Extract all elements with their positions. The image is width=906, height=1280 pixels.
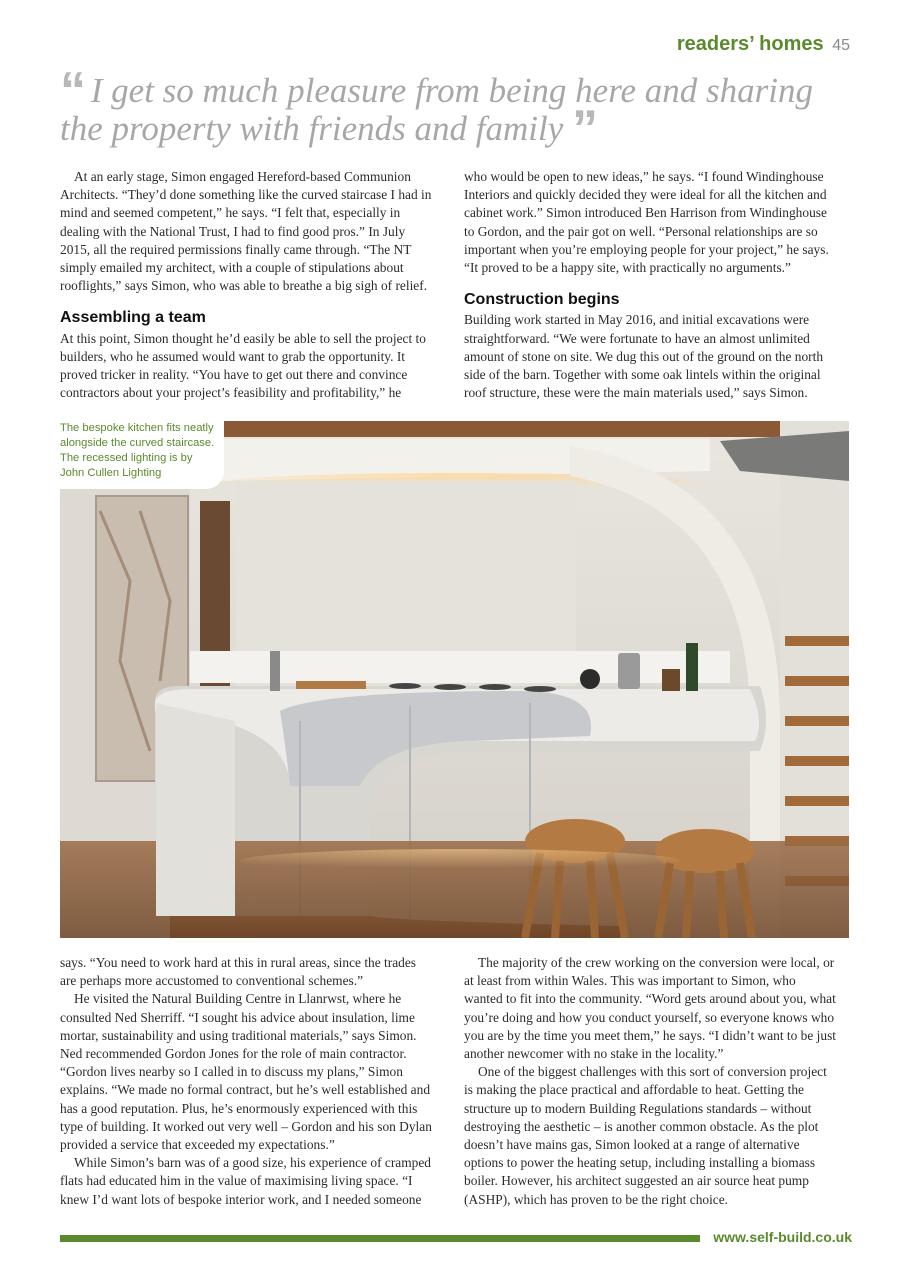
column-bottom-left: [60, 954, 433, 1209]
caption-line: John Cullen Lighting: [60, 467, 162, 479]
body-paragraph: says. “You need to work hard at this in rural areas, since the trades are perhaps more accustomed to conventional schemes.”: [60, 955, 416, 989]
pull-quote: [60, 62, 850, 158]
body-paragraph: He visited the Natural Building Centre in Llanrwst, where he consulted Ned Sherriff. “I sought his advice about insulation, lime mortar, sustainability and using traditional materials,” says Simon. Ned recommended Gordon Jones for the role of main contractor. “Gordon lives nearby so I called in to discuss my plans,” Simon explains. “We made no formal contract, but he’s well established and has a good reputation. Plus, he’s enormously experienced with this type of building. It worked out very well – Gordon and his son Dylan provided a service that exceeded my expectations.”: [60, 991, 432, 1153]
body-paragraph: While Simon’s barn was of a good size, his experience of cramped flats had educated him in the value of maximising living space. “I knew I’d want lots of bespoke interior work, and I needed someone: [60, 1155, 431, 1207]
caption-line: The bespoke kitchen fits neatly: [60, 422, 214, 434]
caption-line: alongside the curved staircase.: [60, 437, 215, 449]
body-paragraph: At an early stage, Simon engaged Hereford-based Communion Architects. “They’d done something like the curved staircase I had in mind and seemed competent,” he says. “I felt that, especially in dealing with the National Trust, I had to find good pros.” In July 2015, all the required permissions finally came through. “The NT simply emailed my architect, with a couple of stipulations about rooflights,” says Simon, who was able to breathe a big sigh of relief.: [60, 169, 432, 294]
page-number: 45: [832, 37, 850, 54]
caption-line: The recessed lighting is by: [60, 452, 193, 464]
body-paragraph: At this point, Simon thought he’d easily be able to sell the project to builders, who he assumed would want to grab the opportunity. It proved tricker in reality. “You have to get out there and convince contractors about your project’s feasibility and profitability,” he: [60, 330, 426, 401]
photo-caption: [60, 421, 224, 489]
column-top-right: [464, 168, 837, 402]
body-paragraph: who would be open to new ideas,” he says. “I found Windinghouse Interiors and quickly decided they were ideal for all the kitchen and cabinet work.” Simon introduced Ben Harrison from Windinghouse to Gordon, and the pair got on well. “Personal relationships are so important when you’re employing people for your project,” he says. “It proved to be a happy site, with practically no arguments.”: [464, 169, 829, 276]
section-title: readers’ homes: [676, 33, 824, 55]
open-quote-icon: “: [60, 62, 82, 120]
close-quote-icon: ”: [572, 100, 594, 158]
body-paragraph: The majority of the crew working on the conversion were local, or at least from within Wales. This was important to Simon, who wanted to fit into the community. “Word gets around about you, what you’re doing and how you conduct yourself, so everyone knows who you are by the time you meet them,” he says. “I didn’t want to be just another newcomer with no stake in the locality.”: [464, 955, 836, 1062]
column-top-left: [60, 168, 433, 402]
section-header: [677, 33, 850, 56]
subheading-construction-begins: Construction begins: [464, 291, 620, 309]
footer-rule: [60, 1235, 700, 1242]
subheading-assembling-a-team: Assembling a team: [60, 309, 206, 327]
column-bottom-right: [464, 954, 837, 1209]
footer-website-url: www.self-build.co.uk: [713, 1229, 852, 1245]
kitchen-photo: [60, 421, 849, 938]
body-paragraph: Building work started in May 2016, and initial excavations were straightforward. “We were fortunate to have an almost unlimited amount of stone on site. We dug this out of the ground on the north side of the barn. Together with some oak lintels within the original roof structure, these were the main materials used,” says Simon.: [464, 312, 824, 401]
pull-quote-line-2: the property with friends and family: [60, 109, 564, 148]
kitchen-illustration: [60, 421, 849, 938]
pull-quote-line-1: I get so much pleasure from being here and sharing: [90, 71, 814, 110]
body-paragraph: One of the biggest challenges with this sort of conversion project is making the place practical and affordable to heat. Getting the structure up to modern Building Regulations standards – without destroying the aesthetic – is another common obstacle. As the plot doesn’t have mains gas, Simon looked at a range of alternative options to power the heating setup, including installing a biomass boiler. However, his architect suggested an air source heat pump (ASHP), which has proven to be the right choice.: [464, 1064, 827, 1207]
